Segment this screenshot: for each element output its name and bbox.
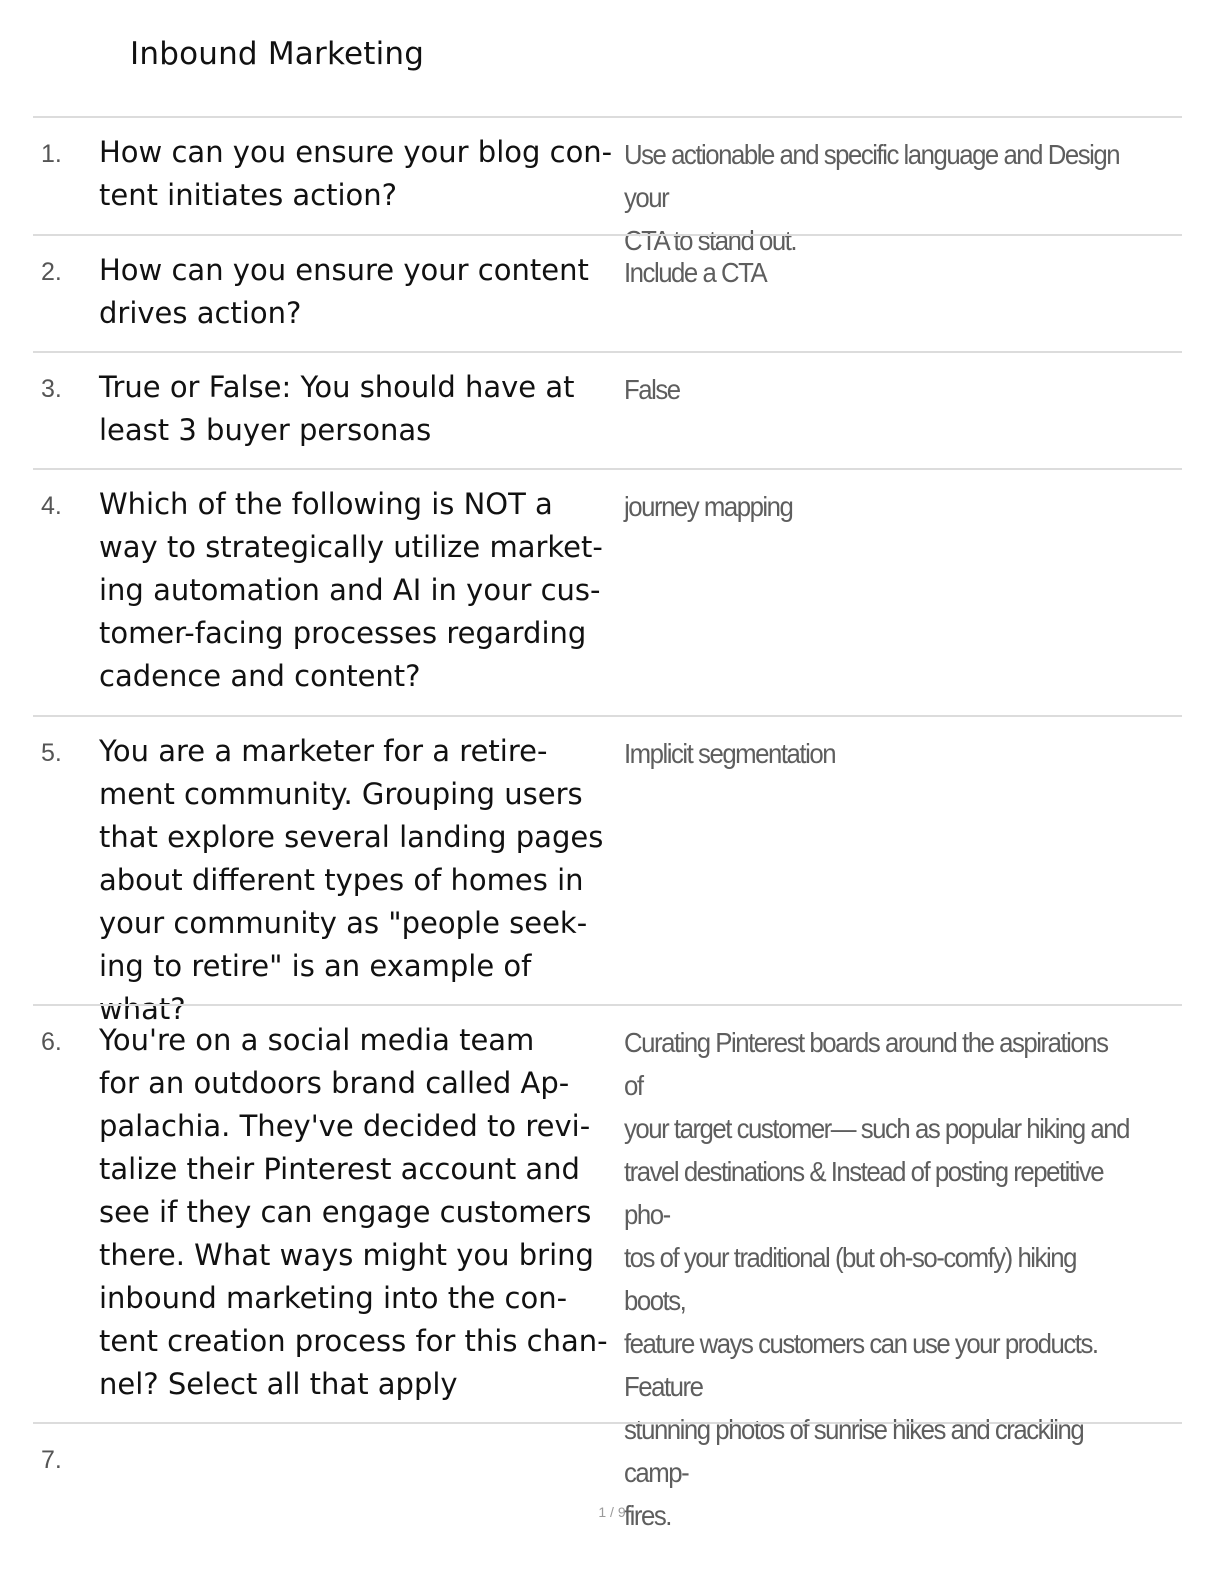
card-question: True or False: You should have at least 3 buyer personas xyxy=(99,370,575,447)
flashcard[interactable] xyxy=(33,116,1182,256)
card-number: 3. xyxy=(41,375,62,403)
card-question: You are a marketer for a retire- ment community. Grouping users that explore several landing pages about different types of homes in your community as "people seek- ing to retire" is an example of what? xyxy=(99,734,604,1026)
page-title: Inbound Marketing xyxy=(130,36,425,72)
flashcard[interactable] xyxy=(33,715,1182,1026)
card-number: 5. xyxy=(41,739,62,767)
card-number: 2. xyxy=(41,258,62,286)
card-answer: Curating Pinterest boards around the aspirations of your target customer— such as popular hiking and travel destinations & Instead of posting repetitive pho- tos of your traditional (but oh-so-comfy) hiking boots, feature ways customers can use your products. Feature stunning photos of sunrise hikes and crackling camp- fires. xyxy=(624,1027,1129,1531)
flashcard[interactable] xyxy=(33,351,1182,468)
card-question: How can you ensure your blog con- tent initiates action? xyxy=(99,135,613,212)
card-question: You're on a social media team for an outdoors brand called Ap- palachia. They've decided to revi- talize their Pinterest account and see if they can engage customers there. What ways might you bring inbound marketing into the con- tent creation process for this chan- nel? Select all that apply xyxy=(99,1023,608,1401)
card-answer: False xyxy=(624,374,680,405)
card-answer: Implicit segmentation xyxy=(624,738,836,769)
card-number: 1. xyxy=(41,140,62,168)
flashcard[interactable] xyxy=(33,234,1182,351)
flashcard[interactable] xyxy=(33,468,1182,715)
flashcard[interactable] xyxy=(33,1422,1182,1502)
card-number: 7. xyxy=(41,1446,62,1474)
card-answer: journey mapping xyxy=(624,491,793,522)
card-answer: Include a CTA xyxy=(624,257,767,288)
card-question: How can you ensure your content drives action? xyxy=(99,253,589,330)
card-number: 6. xyxy=(41,1028,62,1056)
page-counter: 1 / 9 xyxy=(598,1504,626,1520)
card-answer: Use actionable and specific language and Design your CTA to stand out. xyxy=(624,139,1120,256)
card-number: 4. xyxy=(41,492,62,520)
card-question: Which of the following is NOT a way to strategically utilize market- ing automation and AI in your cus- tomer-facing processes regarding cadence and content? xyxy=(99,487,603,693)
